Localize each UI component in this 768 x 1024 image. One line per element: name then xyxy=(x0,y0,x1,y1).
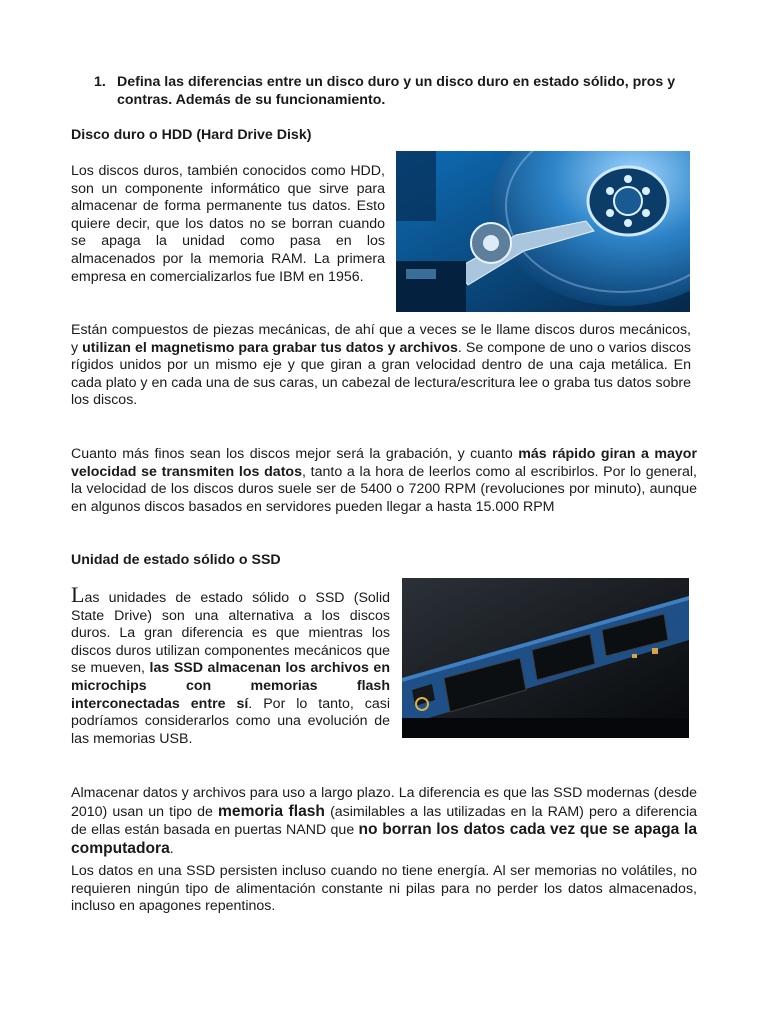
hdd-mechanics-text-c: . Se compone de uno o varios discos rígidos unidos por un mismo eje y que giran a gran velocidad dentro de una caja metálica. En cada plato y en cada una de sus caras, un cabezal de lectura/escritura lee o graba tus datos sobre los discos. xyxy=(71,339,691,409)
ssd-dropcap: L xyxy=(71,582,85,607)
hdd-speed-paragraph xyxy=(71,446,697,516)
ssd-storage-text-e: . xyxy=(169,840,174,857)
hdd-mechanics-paragraph xyxy=(71,322,691,410)
ssd-intro-text-c: . Por lo tanto, casi podríamos considerarlos como una evolución de las memorias USB. xyxy=(71,695,390,747)
hdd-mechanics-bold: utilizan el magnetismo para grabar tus datos y archivos xyxy=(82,339,458,356)
hdd-photo xyxy=(396,151,690,312)
hdd-mechanics-text-a: Están compuestos de piezas mecánicas, de ahí que a veces se le llame discos duros mecánicos, y xyxy=(71,322,691,356)
ssd-persistence-paragraph: Los datos en una SSD persisten incluso cuando no tiene energía. Al ser memorias no volátiles, no requieren ningún tipo de alimentación constante ni pilas para no perder los datos almacenados, incluso en apagones repentinos. xyxy=(71,863,697,915)
ssd-intro-paragraph xyxy=(71,582,390,748)
hdd-speed-text-a: Cuanto más finos sean los discos mejor será la grabación, y cuanto xyxy=(71,446,519,462)
hdd-speed-text-c: , tanto a la hora de leerlos como al escribirlos. Por lo general, la velocidad de los discos duros suele ser de 5400 o 7200 RPM (revoluciones por minuto), aunque en algunos discos basados en servidores pueden llegar a hasta 15.000 RPM xyxy=(71,463,697,515)
ssd-intro-text-a: as unidades de estado sólido o SSD (Solid State Drive) son una alternativa a los discos duros. La gran diferencia es que mientras los discos duros utilizan componentes mecánicos que se mueven, xyxy=(71,590,390,677)
ssd-storage-text-c: (asimilables a las utilizadas en la RAM) pero a diferencia de ellas están basada en puertas NAND que xyxy=(71,803,698,839)
ssd-photo xyxy=(402,578,689,738)
question-number: 1. xyxy=(94,74,106,90)
ssd-heading: Unidad de estado sólido o SSD xyxy=(71,552,281,568)
question-item xyxy=(94,73,700,109)
hard-drive-image-icon xyxy=(396,151,690,312)
hdd-speed-bold: más rápido giran a mayor velocidad se transmiten los datos xyxy=(71,446,697,480)
ssd-board-image-icon xyxy=(402,578,689,738)
hdd-heading: Disco duro o HDD (Hard Drive Disk) xyxy=(71,127,312,143)
ssd-storage-bold-nand: no borran los datos cada vez que se apaga la computadora xyxy=(71,821,697,857)
hdd-intro-paragraph: Los discos duros, también conocidos como HDD, son un componente informático que sirve para almacenar de forma permanente tus datos. Esto quiere decir, que los datos no se borran cuando se apaga la unidad como pasa en los almacenados por la memoria RAM. La primera empresa en comercializarlos fue IBM en 1956. xyxy=(71,163,385,285)
ssd-storage-text-a: Almacenar datos y archivos para uso a largo plazo. La diferencia es que las SSD modernas (desde 2010) usan un tipo de xyxy=(71,785,697,820)
question-text: Defina las diferencias entre un disco duro y un disco duro en estado sólido, pros y contras. Además de su funcionamiento. xyxy=(117,74,676,108)
ssd-storage-paragraph xyxy=(71,785,697,858)
ssd-storage-bold-flash: memoria flash xyxy=(218,802,325,820)
ssd-intro-bold: las SSD almacenan los archivos en microchips con memorias flash interconectadas entre sí xyxy=(71,660,390,712)
